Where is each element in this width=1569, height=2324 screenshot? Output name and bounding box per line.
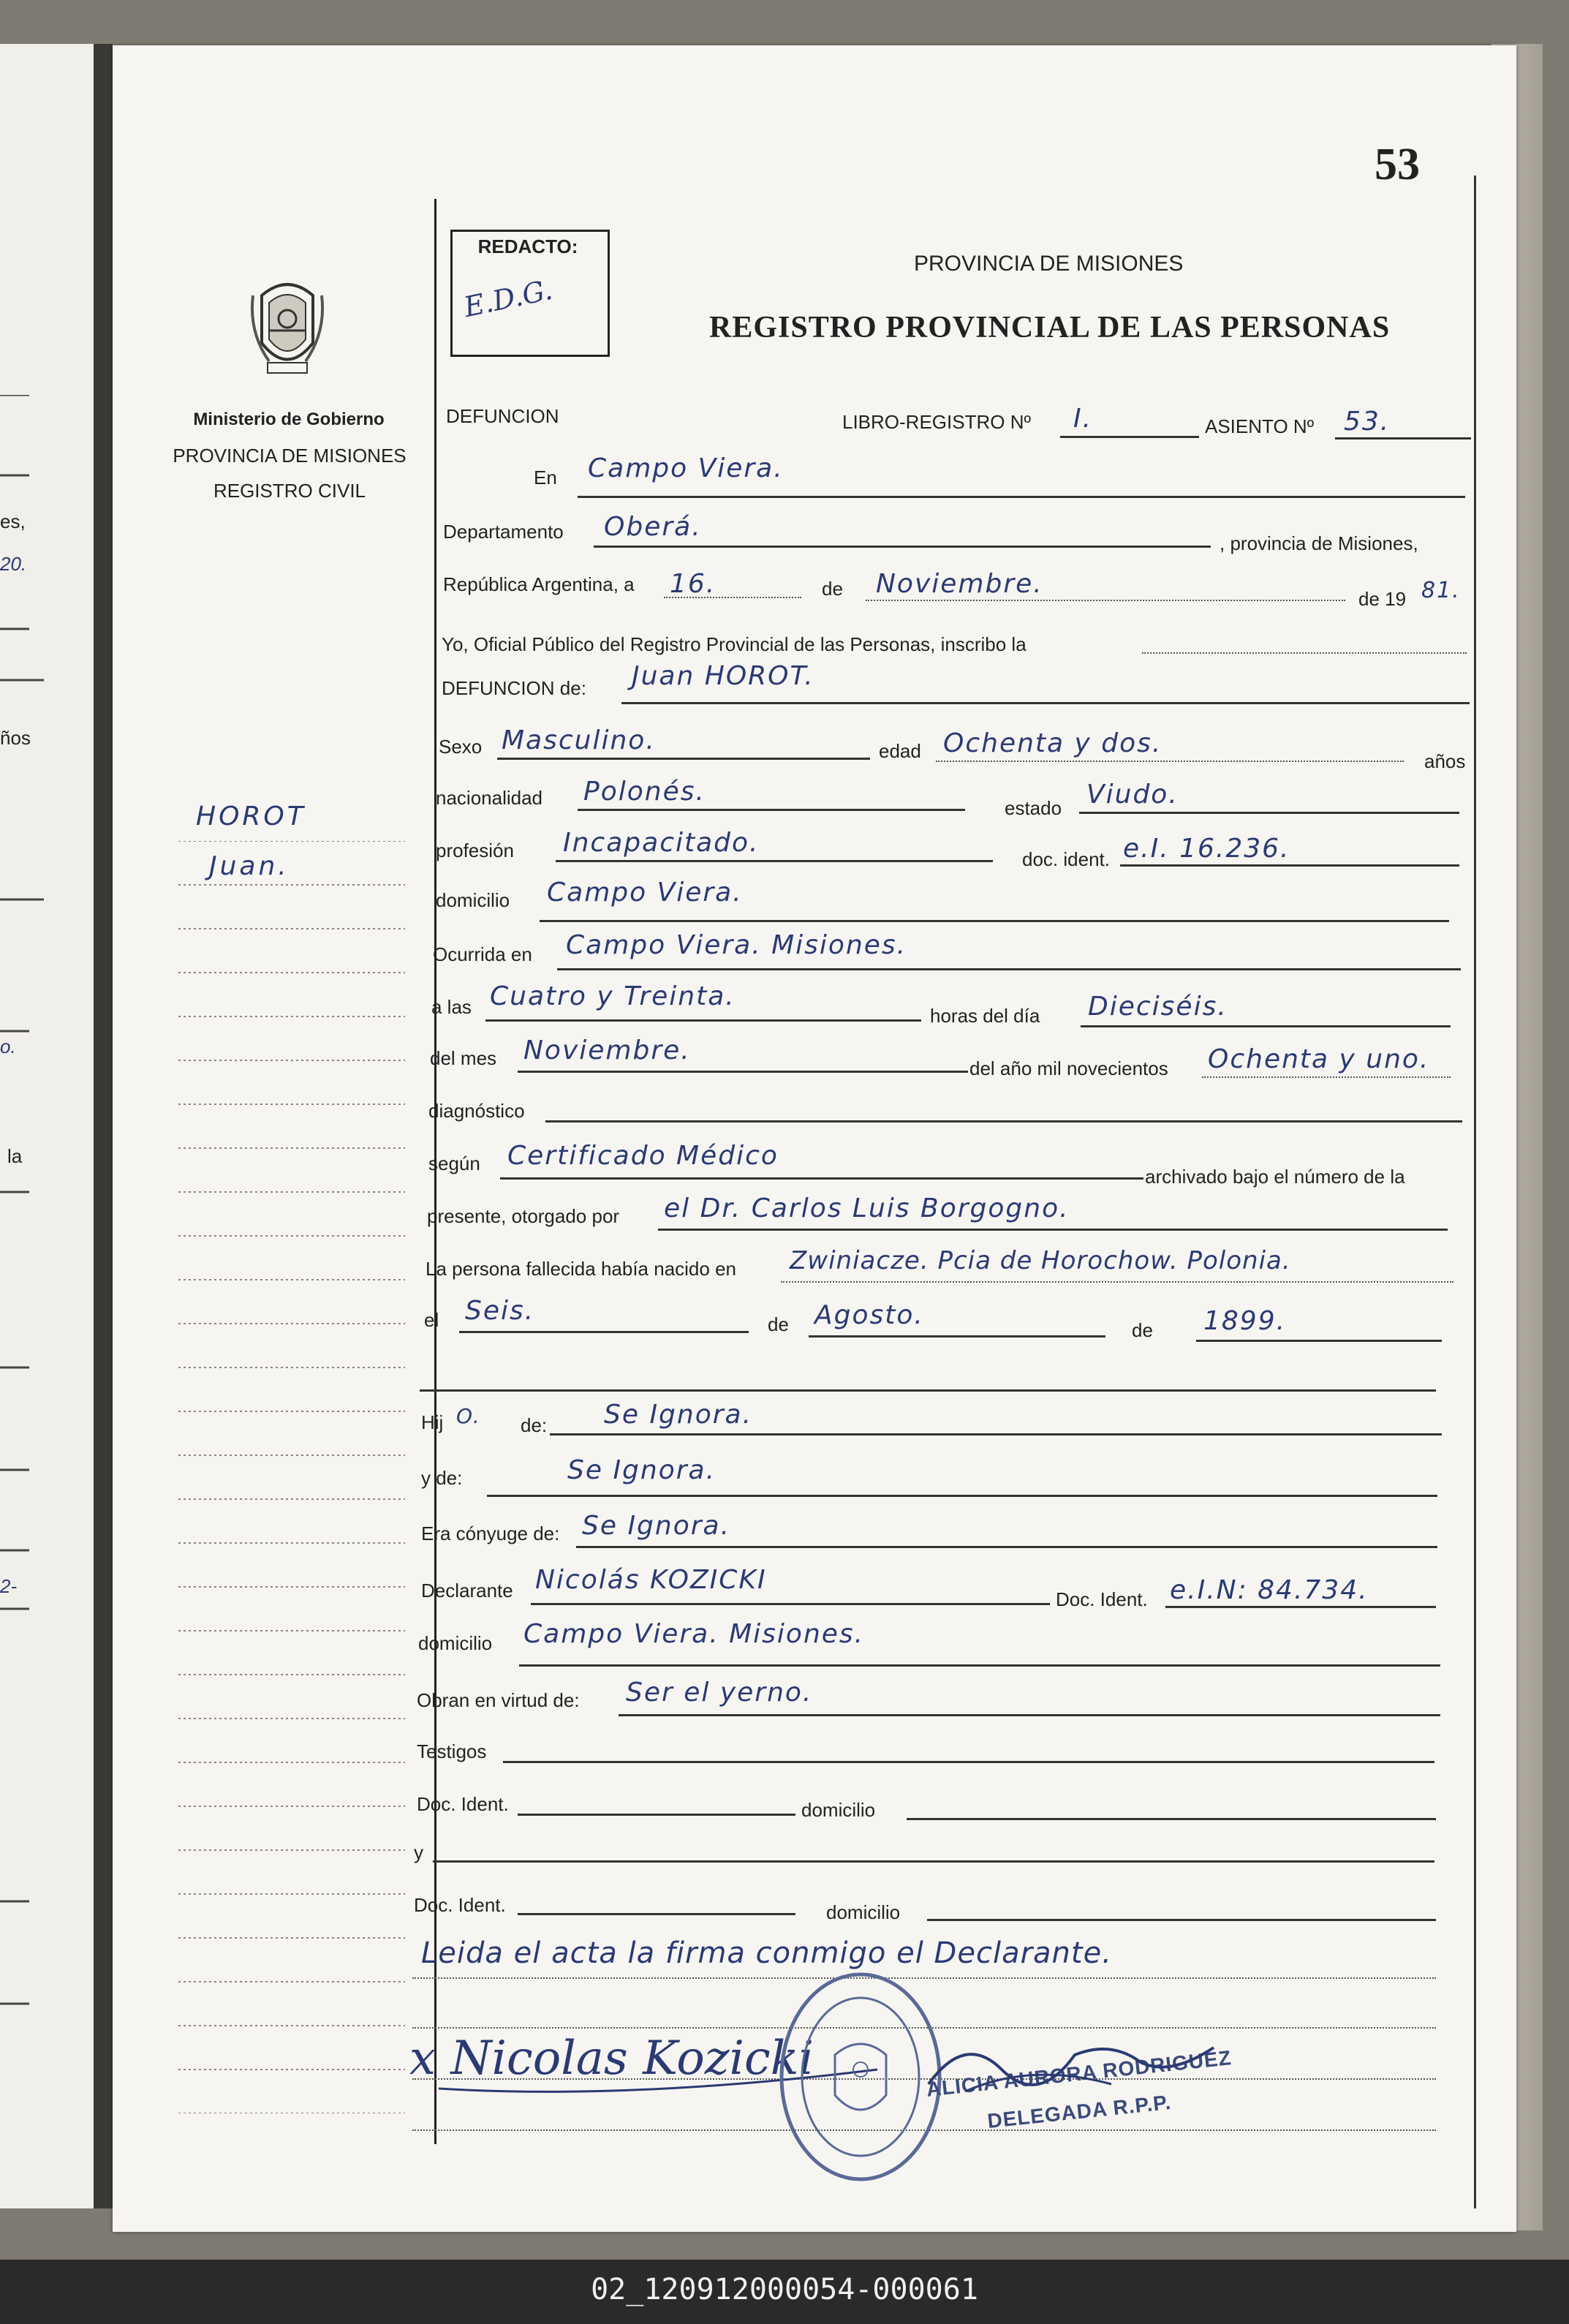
alas-label: a las bbox=[431, 996, 472, 1018]
domicilio4-label: domicilio bbox=[826, 1901, 901, 1923]
dia-value: 16. bbox=[670, 569, 717, 599]
official-signature-scribble bbox=[921, 2018, 1228, 2106]
domicilio2-line bbox=[519, 1664, 1440, 1667]
anio-line bbox=[1202, 1076, 1451, 1078]
alas-line bbox=[485, 1019, 921, 1022]
anos-label: años bbox=[1424, 750, 1466, 772]
anio-value: Ochenta y uno. bbox=[1208, 1044, 1430, 1074]
provincia-suffix: , provincia de Misiones, bbox=[1220, 532, 1418, 554]
margin-dotted-lines bbox=[178, 841, 407, 2113]
asiento-label: ASIENTO Nº bbox=[1205, 415, 1315, 437]
obran-label: Obran en virtud de: bbox=[417, 1689, 580, 1711]
doc-ident-value: e.I. 16.236. bbox=[1123, 834, 1290, 864]
mes2-value: Noviembre. bbox=[523, 1035, 691, 1065]
hijo-line bbox=[550, 1433, 1442, 1435]
estado-label: estado bbox=[1005, 797, 1062, 819]
el-value: Seis. bbox=[465, 1296, 535, 1326]
departamento-label: Departamento bbox=[443, 521, 564, 543]
domicilio2-value: Campo Viera. Misiones. bbox=[523, 1619, 865, 1649]
en-value: Campo Viera. bbox=[588, 453, 784, 483]
horas-value: Dieciséis. bbox=[1088, 992, 1228, 1022]
ocurrida-value: Campo Viera. Misiones. bbox=[566, 930, 907, 960]
domicilio-label: domicilio bbox=[436, 889, 510, 911]
conyuge-label: Era cónyuge de: bbox=[421, 1523, 560, 1544]
de2-line bbox=[809, 1335, 1105, 1338]
hijo-label: Hij bbox=[421, 1411, 444, 1433]
obran-line bbox=[619, 1714, 1440, 1716]
profesion-value: Incapacitado. bbox=[563, 828, 760, 858]
doc-ident4-label: Doc. Ident. bbox=[414, 1894, 506, 1916]
doc-ident-line bbox=[1120, 864, 1459, 867]
redacto-label: REDACTO: bbox=[477, 235, 578, 257]
left-fragment: o. bbox=[0, 1035, 16, 1057]
mes-label: del mes bbox=[430, 1047, 497, 1069]
el-label: el bbox=[424, 1309, 439, 1331]
official-seal-stamp bbox=[776, 1967, 945, 2187]
departamento-line bbox=[594, 546, 1211, 548]
registry-title: REGISTRO PROVINCIAL DE LAS PERSONAS bbox=[709, 311, 1391, 344]
nacido-line bbox=[781, 1281, 1453, 1283]
svg-text:x Nicolas Kozicki: x Nicolas Kozicki bbox=[409, 2031, 814, 2086]
estado-line bbox=[1079, 812, 1459, 814]
doc-ident4-line bbox=[518, 1913, 795, 1915]
page-number: 53 bbox=[1375, 140, 1420, 189]
doc-ident2-label: Doc. Ident. bbox=[1056, 1588, 1148, 1610]
estado-value: Viudo. bbox=[1086, 780, 1179, 810]
yo-text: Yo, Oficial Público del Registro Provincial de las Personas, inscribo la bbox=[442, 633, 1027, 655]
diagnostico-label: diagnóstico bbox=[428, 1100, 525, 1122]
de2-label: de bbox=[768, 1313, 789, 1335]
en-line bbox=[578, 496, 1465, 498]
ocurrida-label: Ocurrida en bbox=[433, 943, 532, 965]
left-fragment: 2- bbox=[0, 1575, 18, 1597]
delegate-stamp-name: ALICIA AURORA RODRIGUEZ bbox=[925, 2046, 1233, 2101]
doc-ident2-line bbox=[1165, 1606, 1436, 1608]
mes2-line bbox=[518, 1071, 968, 1073]
domicilio4-line bbox=[927, 1919, 1436, 1921]
segun-value: Certificado Médico bbox=[507, 1141, 779, 1171]
presente-value: el Dr. Carlos Luis Borgogno. bbox=[664, 1193, 1070, 1223]
archivado-label: archivado bajo el número de la bbox=[1145, 1166, 1405, 1188]
segun-label: según bbox=[428, 1152, 480, 1174]
delegate-stamp-title: DELEGADA R.P.P. bbox=[986, 2090, 1173, 2133]
testigos-label: Testigos bbox=[417, 1740, 487, 1762]
horas-line bbox=[1081, 1025, 1451, 1027]
domicilio-line bbox=[540, 920, 1449, 922]
presente-label: presente, otorgado por bbox=[427, 1205, 620, 1227]
doc-ident3-line bbox=[518, 1814, 795, 1816]
de3-value: 1899. bbox=[1203, 1306, 1287, 1336]
edad-value: Ochenta y dos. bbox=[943, 728, 1162, 758]
nacionalidad-line bbox=[578, 809, 965, 811]
domicilio-value: Campo Viera. bbox=[547, 878, 743, 908]
declarante-value: Nicolás KOZICKI bbox=[535, 1565, 767, 1595]
diagnostico-line bbox=[545, 1120, 1462, 1123]
domicilio3-line bbox=[907, 1818, 1436, 1820]
republica-label: República Argentina, a bbox=[443, 573, 635, 595]
libro-label: LIBRO-REGISTRO Nº bbox=[842, 411, 1031, 433]
right-border-line bbox=[1474, 176, 1476, 2208]
conyuge-value: Se Ignora. bbox=[582, 1511, 731, 1541]
defuncion-value: Juan HOROT. bbox=[632, 661, 814, 691]
blank-line bbox=[420, 1389, 1436, 1392]
segun-line bbox=[500, 1177, 1143, 1180]
act-type-label: DEFUNCION bbox=[446, 405, 559, 427]
left-fragment: la bbox=[7, 1145, 23, 1167]
presente-line bbox=[658, 1229, 1448, 1231]
nacionalidad-value: Polonés. bbox=[583, 777, 706, 807]
dia-line bbox=[664, 597, 801, 598]
y-line bbox=[433, 1860, 1434, 1863]
anio-label: del año mil novecientos bbox=[969, 1057, 1168, 1079]
doc-ident2-value: e.I.N: 84.734. bbox=[1170, 1575, 1369, 1605]
testigos-line bbox=[503, 1761, 1434, 1763]
image-identifier: 02_120912000054-000061 bbox=[591, 2273, 978, 2306]
hijo-value: Se Ignora. bbox=[604, 1400, 753, 1430]
de2-value: Agosto. bbox=[814, 1300, 924, 1330]
ocurrida-line bbox=[557, 968, 1461, 970]
nacionalidad-label: nacionalidad bbox=[436, 787, 543, 809]
hijo-de-label: de: bbox=[521, 1414, 548, 1436]
yde-label: y de: bbox=[421, 1467, 463, 1489]
mes-line bbox=[866, 600, 1345, 601]
libro-line bbox=[1060, 436, 1199, 438]
edad-line bbox=[936, 761, 1404, 762]
obran-value: Ser el yerno. bbox=[626, 1678, 813, 1708]
el-line bbox=[459, 1331, 749, 1333]
libro-value: I. bbox=[1073, 404, 1093, 434]
coat-of-arms-icon bbox=[247, 273, 328, 382]
year-label: de 19 bbox=[1358, 588, 1407, 610]
year-value: 81. bbox=[1421, 578, 1461, 603]
sexo-line bbox=[497, 758, 870, 760]
ministry-title: Ministerio de Gobierno bbox=[193, 410, 385, 429]
hijo-suffix: O. bbox=[456, 1404, 481, 1428]
horas-label: horas del día bbox=[930, 1005, 1040, 1027]
left-page-rules bbox=[0, 395, 94, 2077]
left-fragment: es, bbox=[0, 510, 26, 532]
edad-label: edad bbox=[879, 740, 921, 762]
de3-label: de bbox=[1132, 1319, 1153, 1341]
left-fragment: ños bbox=[0, 727, 31, 749]
domicilio3-label: domicilio bbox=[801, 1799, 876, 1821]
asiento-value: 53. bbox=[1344, 407, 1391, 437]
en-label: En bbox=[534, 467, 557, 488]
left-fragment: 20. bbox=[0, 553, 27, 575]
closing-text: Leida el acta la firma conmigo el Declarante. bbox=[421, 1936, 1112, 1970]
ministry-province: PROVINCIA DE MISIONES bbox=[173, 445, 407, 467]
sexo-label: Sexo bbox=[439, 736, 483, 758]
departamento-value: Oberá. bbox=[604, 512, 702, 542]
domicilio2-label: domicilio bbox=[418, 1632, 493, 1654]
margin-surname: HOROT bbox=[196, 801, 306, 831]
sexo-value: Masculino. bbox=[502, 725, 656, 755]
mes-value: Noviembre. bbox=[876, 569, 1043, 599]
doc-ident3-label: Doc. Ident. bbox=[417, 1793, 509, 1815]
book-spine bbox=[94, 44, 113, 2208]
profesion-label: profesión bbox=[436, 840, 514, 861]
nacido-value: Zwiniacze. Pcia de Horochow. Polonia. bbox=[790, 1246, 1291, 1275]
yde-value: Se Ignora. bbox=[567, 1455, 717, 1485]
ministry-civil-registry: REGISTRO CIVIL bbox=[213, 480, 366, 502]
margin-given-name: Juan. bbox=[209, 851, 290, 881]
y-label: y bbox=[414, 1841, 423, 1863]
alas-value: Cuatro y Treinta. bbox=[490, 981, 736, 1011]
doc-ident-label: doc. ident. bbox=[1022, 848, 1110, 870]
de3-line bbox=[1196, 1340, 1442, 1342]
province-title: PROVINCIA DE MISIONES bbox=[914, 252, 1184, 276]
yde-line bbox=[487, 1495, 1437, 1497]
declarante-line bbox=[531, 1603, 1050, 1605]
yo-line bbox=[1142, 652, 1467, 654]
nacido-label: La persona fallecida había nacido en bbox=[426, 1258, 736, 1280]
profesion-line bbox=[556, 860, 993, 862]
de-label: de bbox=[822, 578, 843, 600]
defuncion-label: DEFUNCION de: bbox=[442, 677, 586, 699]
declarante-label: Declarante bbox=[421, 1580, 513, 1601]
defuncion-line bbox=[621, 702, 1470, 704]
conyuge-line bbox=[576, 1546, 1437, 1548]
asiento-line bbox=[1335, 437, 1471, 439]
redacto-initials: E.D.G. bbox=[461, 273, 556, 324]
